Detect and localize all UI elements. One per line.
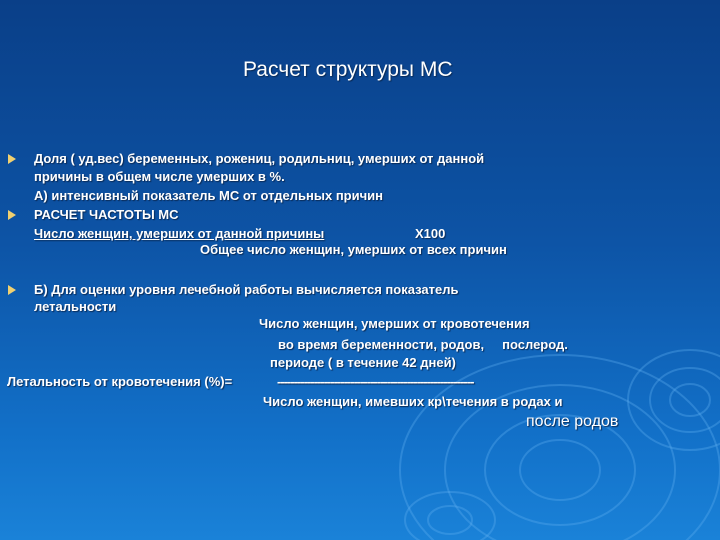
bullet-3-line-2: летальности xyxy=(34,299,117,314)
bullet-1-line-1: Доля ( уд.вес) беременных, рожениц, родильниц, умерших от данной xyxy=(34,151,485,166)
fraction-2-numerator-line-2: во время беременности, родов, послерод. xyxy=(278,337,568,352)
bullet-arrow-icon xyxy=(8,285,16,295)
fraction-2-denominator-line-2: после родов xyxy=(526,413,619,430)
bullet-2: РАСЧЕТ ЧАСТОТЫ МС xyxy=(34,207,179,222)
slide-title: Расчет структуры МС xyxy=(243,58,453,81)
fraction-divider: ----------------------------------------------------------- xyxy=(277,374,474,389)
bullet-arrow-icon xyxy=(8,210,16,220)
fraction-1-denominator: Общее число женщин, умерших от всех причин xyxy=(200,242,507,257)
fraction-2-denominator-line-1: Число женщин, имевших кр\течения в родах и xyxy=(263,394,563,409)
bullet-arrow-icon xyxy=(8,154,16,164)
line-a: А) интенсивный показатель МС от отдельных причин xyxy=(34,188,384,203)
lethality-label: Летальность от кровотечения (%)= xyxy=(7,374,233,389)
fraction-2-numerator-line-1: Число женщин, умерших от кровотечения xyxy=(259,316,530,331)
fraction-2-numerator-line-3: периоде ( в течение 42 дней) xyxy=(270,355,456,370)
fraction-1-numerator: Число женщин, умерших от данной причины xyxy=(34,226,325,241)
bullet-1-line-2: причины в общем числе умерших в %. xyxy=(34,169,285,184)
bullet-3-line-1: Б) Для оценки уровня лечебной работы вычисляется показатель xyxy=(34,282,459,297)
fraction-1-multiplier: Х100 xyxy=(415,226,446,241)
